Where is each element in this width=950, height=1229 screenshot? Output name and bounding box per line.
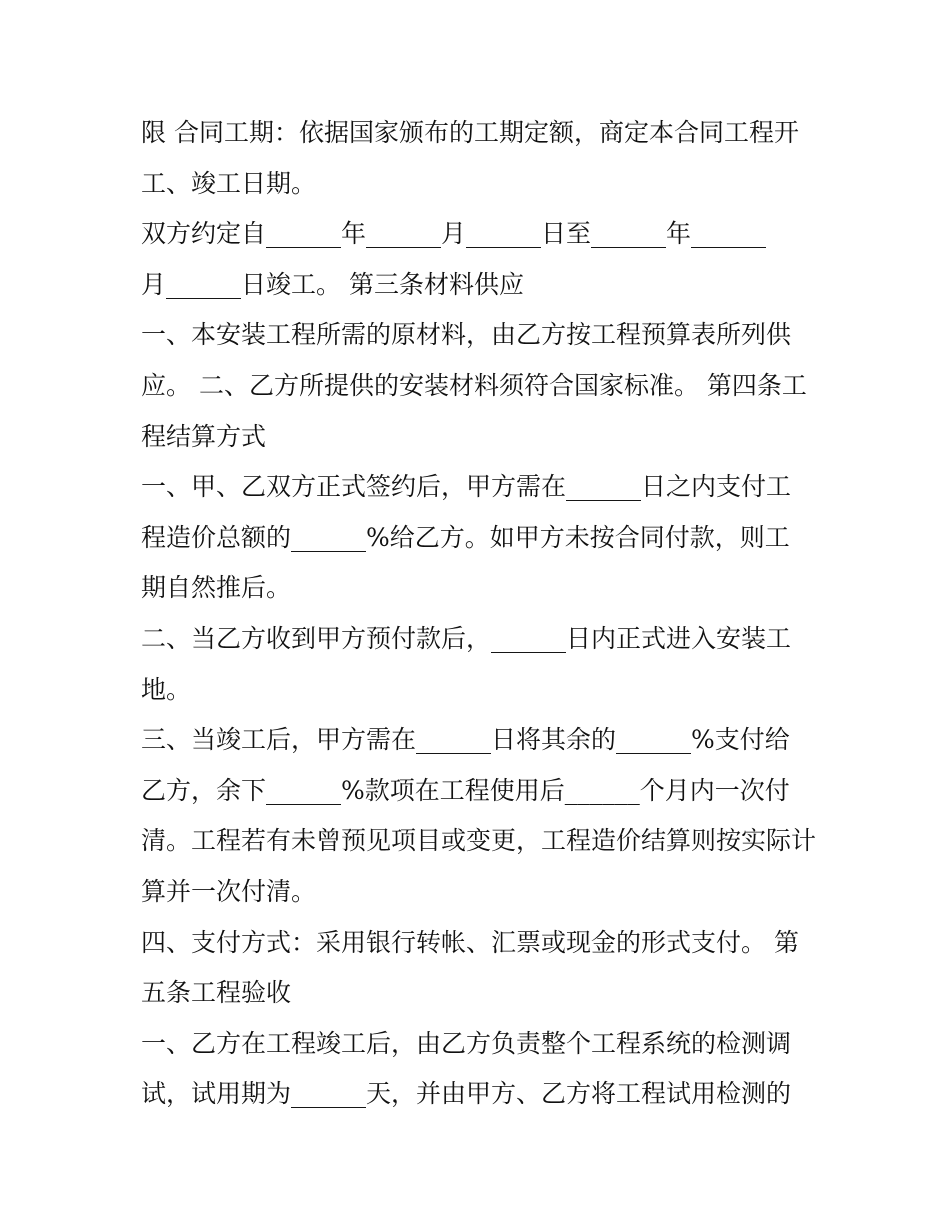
text-line: 一、甲、乙双方正式签约后，甲方需在______日之内支付工 xyxy=(141,472,792,502)
text-line: 三、当竣工后，甲方需在______日将其余的______%支付给 xyxy=(141,725,790,755)
text-line: 工、竣工日期。 xyxy=(141,168,317,198)
contract-text xyxy=(141,108,821,1120)
text-line: 一、本安装工程所需的原材料，由乙方按工程预算表所列供 xyxy=(141,320,792,350)
text-line: 二、当乙方收到甲方预付款后，______日内正式进入安装工 xyxy=(141,623,792,653)
text-line: 清。工程若有未曾预见项目或变更，工程造价结算则按实际计 xyxy=(141,826,817,856)
text-line: 程造价总额的______%给乙方。如甲方未按合同付款，则工 xyxy=(141,522,790,552)
text-line: 试，试用期为______天，并由甲方、乙方将工程试用检测的 xyxy=(141,1079,792,1109)
text-line: 双方约定自______年______月______日至______年______ xyxy=(141,219,767,249)
text-line: 一、乙方在工程竣工后，由乙方负责整个工程系统的检测调 xyxy=(141,1028,792,1058)
text-line: 限 合同工期：依据国家颁布的工期定额，商定本合同工程开 xyxy=(141,118,799,147)
text-line: 期自然推后。 xyxy=(141,573,292,603)
text-line: 四、支付方式：采用银行转帐、汇票或现金的形式支付。 第 xyxy=(141,927,799,957)
text-line: 应。 二、乙方所提供的安装材料须符合国家标准。 第四条工 xyxy=(141,370,807,400)
text-line: 乙方，余下______%款项在工程使用后______个月内一次付 xyxy=(141,775,790,805)
text-line: 地。 xyxy=(141,674,192,704)
text-line: 程结算方式 xyxy=(141,421,267,451)
text-line: 算并一次付清。 xyxy=(141,876,317,906)
text-line: 月______日竣工。 第三条材料供应 xyxy=(141,269,524,299)
text-line: 五条工程验收 xyxy=(141,978,292,1008)
